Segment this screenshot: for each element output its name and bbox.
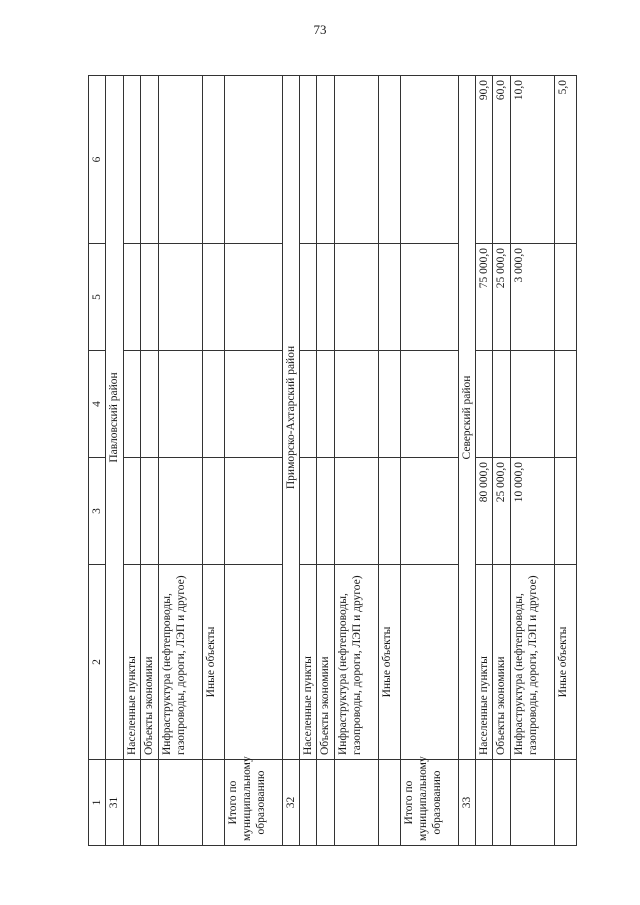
district-name: Павловский район: [106, 76, 123, 760]
header-cell: 1: [89, 760, 106, 846]
header-cell: 4: [89, 351, 106, 458]
header-cell: 5: [89, 244, 106, 351]
value-cell: 3 000,0: [510, 244, 554, 351]
table-row: [554, 76, 576, 846]
section-number: 33: [458, 760, 475, 846]
row-name: Населенные пункты: [299, 565, 316, 760]
row-name: Инфраструктура (нефтепроводы, газопроводы, дороги, ЛЭП и другое): [334, 565, 378, 760]
header-cell: 6: [89, 76, 106, 244]
rotated-table-container: [88, 76, 569, 846]
table-row: [158, 76, 202, 846]
value-cell: 90,0: [476, 76, 493, 244]
section-header-row: [282, 76, 299, 846]
page-number: 73: [313, 22, 327, 37]
row-name: Инфраструктура (нефтепроводы, газопроводы, дороги, ЛЭП и другое): [510, 565, 554, 760]
table-row: [123, 76, 140, 846]
total-row: [224, 76, 282, 846]
section-header-row: [106, 76, 123, 846]
district-name: Приморско-Ахтарский район: [282, 76, 299, 760]
value-cell: 25 000,0: [493, 458, 510, 565]
header-cell: 2: [89, 565, 106, 760]
total-label: Итого по муниципальному образованию: [224, 760, 282, 846]
row-name: Объекты экономики: [317, 565, 334, 760]
value-cell: 80 000,0: [476, 458, 493, 565]
row-name: Объекты экономики: [141, 565, 158, 760]
table-row: [378, 76, 400, 846]
table-row: [493, 76, 510, 846]
section-header-row: [458, 76, 475, 846]
value-cell: 5,0: [554, 76, 576, 244]
row-name: Иные объекты: [554, 565, 576, 760]
section-number: 31: [106, 760, 123, 846]
table-frame: [88, 76, 569, 846]
district-name: Северский район: [458, 76, 475, 760]
value-cell: 10,0: [510, 76, 554, 244]
row-name: Иные объекты: [202, 565, 224, 760]
header-cell: 3: [89, 458, 106, 565]
value-cell: 60,0: [493, 76, 510, 244]
row-name: Населенные пункты: [476, 565, 493, 760]
header-row: [89, 76, 106, 846]
row-name: Объекты экономики: [493, 565, 510, 760]
value-cell: 10 000,0: [510, 458, 554, 565]
table-row: [299, 76, 316, 846]
section-number: 32: [282, 760, 299, 846]
data-table: [88, 75, 577, 846]
table-row: [317, 76, 334, 846]
value-cell: 75 000,0: [476, 244, 493, 351]
row-name: Инфраструктура (нефтепроводы, газопроводы, дороги, ЛЭП и другое): [158, 565, 202, 760]
table-row: [141, 76, 158, 846]
total-label: Итого по муниципальному образованию: [400, 760, 458, 846]
table-row: [510, 76, 554, 846]
table-row: [476, 76, 493, 846]
table-row: [334, 76, 378, 846]
total-row: [400, 76, 458, 846]
row-name: Иные объекты: [378, 565, 400, 760]
value-cell: 25 000,0: [493, 244, 510, 351]
row-name: Населенные пункты: [123, 565, 140, 760]
table-row: [202, 76, 224, 846]
